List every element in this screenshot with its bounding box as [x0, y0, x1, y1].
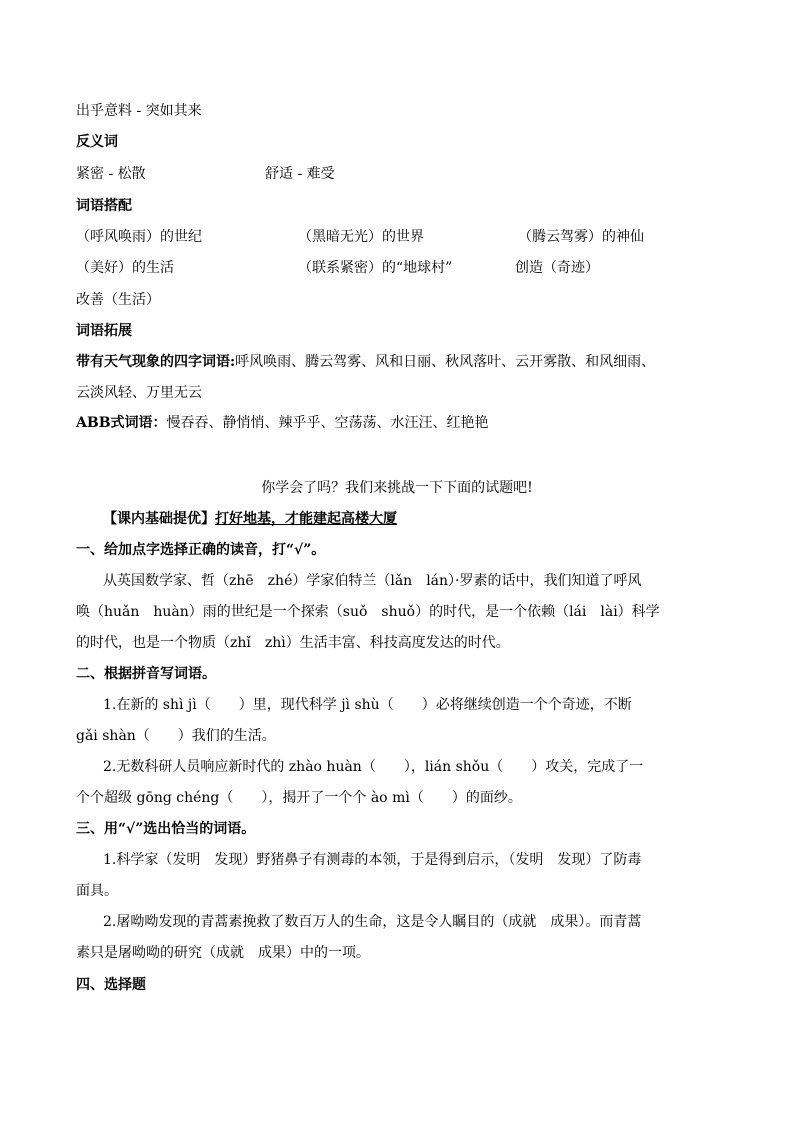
- abb-words-label: ABB式词语：: [76, 415, 167, 431]
- q3-line: 素只是屠呦呦的研究（成就 成果）中的一项。: [76, 945, 370, 961]
- collocation-item: （呼风唤雨）的世纪: [76, 229, 202, 245]
- collocation-item: （黑暗无光）的世界: [298, 229, 424, 245]
- collocation-item: 创造（奇迹）: [515, 260, 599, 276]
- abb-words-text: 慢吞吞、静悄悄、辣乎乎、空荡荡、水汪汪、红艳艳: [166, 415, 489, 431]
- q3-line: 1.科学家（发明 发现）野猪鼻子有测毒的本领，于是得到启示，（发明 发现）了防毒: [103, 852, 642, 868]
- weather-words-line-1: [76, 352, 655, 372]
- collocation-item: （腾云驾雾）的神仙: [518, 229, 644, 245]
- q1-line: 的时代，也是一个物质（zhǐ zhì）生活丰富、科技高度发达的时代。: [76, 635, 510, 651]
- q3-line: 面具。: [76, 883, 118, 899]
- section-title-bracket: 【课内基础提优】: [103, 511, 215, 527]
- synonym-pair: 出乎意料 - 突如其来: [76, 103, 202, 119]
- challenge-prompt: 你学会了吗？我们来挑战一下下面的试题吧!: [261, 480, 533, 496]
- q2-line: 2.无数科研人员响应新时代的 zhào huàn（ ），lián shǒu（ ）攻关，完成了一: [103, 759, 644, 775]
- antonym-pair-2: 舒适 - 难受: [265, 166, 335, 182]
- collocation-item: （联系紧密）的“地球村”: [298, 260, 453, 276]
- q1-line: 唤（huǎn huàn）雨的世纪是一个探索（suǒ shuǒ）的时代，是一个依赖（lái lài）科学: [76, 604, 660, 620]
- collocation-item: 改善（生活）: [76, 292, 160, 308]
- section-title: [103, 509, 397, 529]
- q3-line: 2.屠呦呦发现的青蒿素挽救了数百万人的生命，这是令人瞩目的（成就 成果）。而青蒿: [103, 914, 642, 930]
- antonyms-heading: 反义词: [76, 134, 118, 150]
- q2-line: gǎi shàn（ ）我们的生活。: [76, 728, 276, 744]
- q2-heading: 二、根据拼音写词语。: [76, 666, 216, 682]
- abb-words-line: [76, 413, 489, 433]
- q1-heading: 一、给加点字选择正确的读音，打“√”。: [76, 542, 326, 558]
- section-title-motto: 打好地基，才能建起高楼大厦: [215, 511, 397, 527]
- weather-words-label: 带有天气现象的四字词语:: [76, 354, 236, 370]
- collocation-item: （美好）的生活: [76, 260, 174, 276]
- weather-words-line-2: 云淡风轻、万里无云: [76, 385, 202, 401]
- collocations-heading: 词语搭配: [76, 198, 132, 214]
- q2-line: 1.在新的 shì jì（ ）里，现代科学 jì shù（ ）必将继续创造一个个奇迹，不断: [103, 697, 632, 713]
- q3-heading: 三、用“√”选出恰当的词语。: [76, 821, 256, 837]
- expansion-heading: 词语拓展: [76, 323, 132, 339]
- weather-words-text: 呼风唤雨、腾云驾雾、风和日丽、秋风落叶、云开雾散、和风细雨、: [235, 354, 656, 370]
- q2-line: 个个超级 gōng chéng（ ），揭开了一个个 ào mì（ ）的面纱。: [76, 790, 522, 806]
- q4-heading: 四、选择题: [76, 977, 146, 993]
- q1-line: 从英国数学家、哲（zhē zhé）学家伯特兰（lǎn lán）·罗素的话中，我们知道了呼风: [103, 573, 642, 589]
- antonym-pair-1: 紧密 - 松散: [76, 166, 146, 182]
